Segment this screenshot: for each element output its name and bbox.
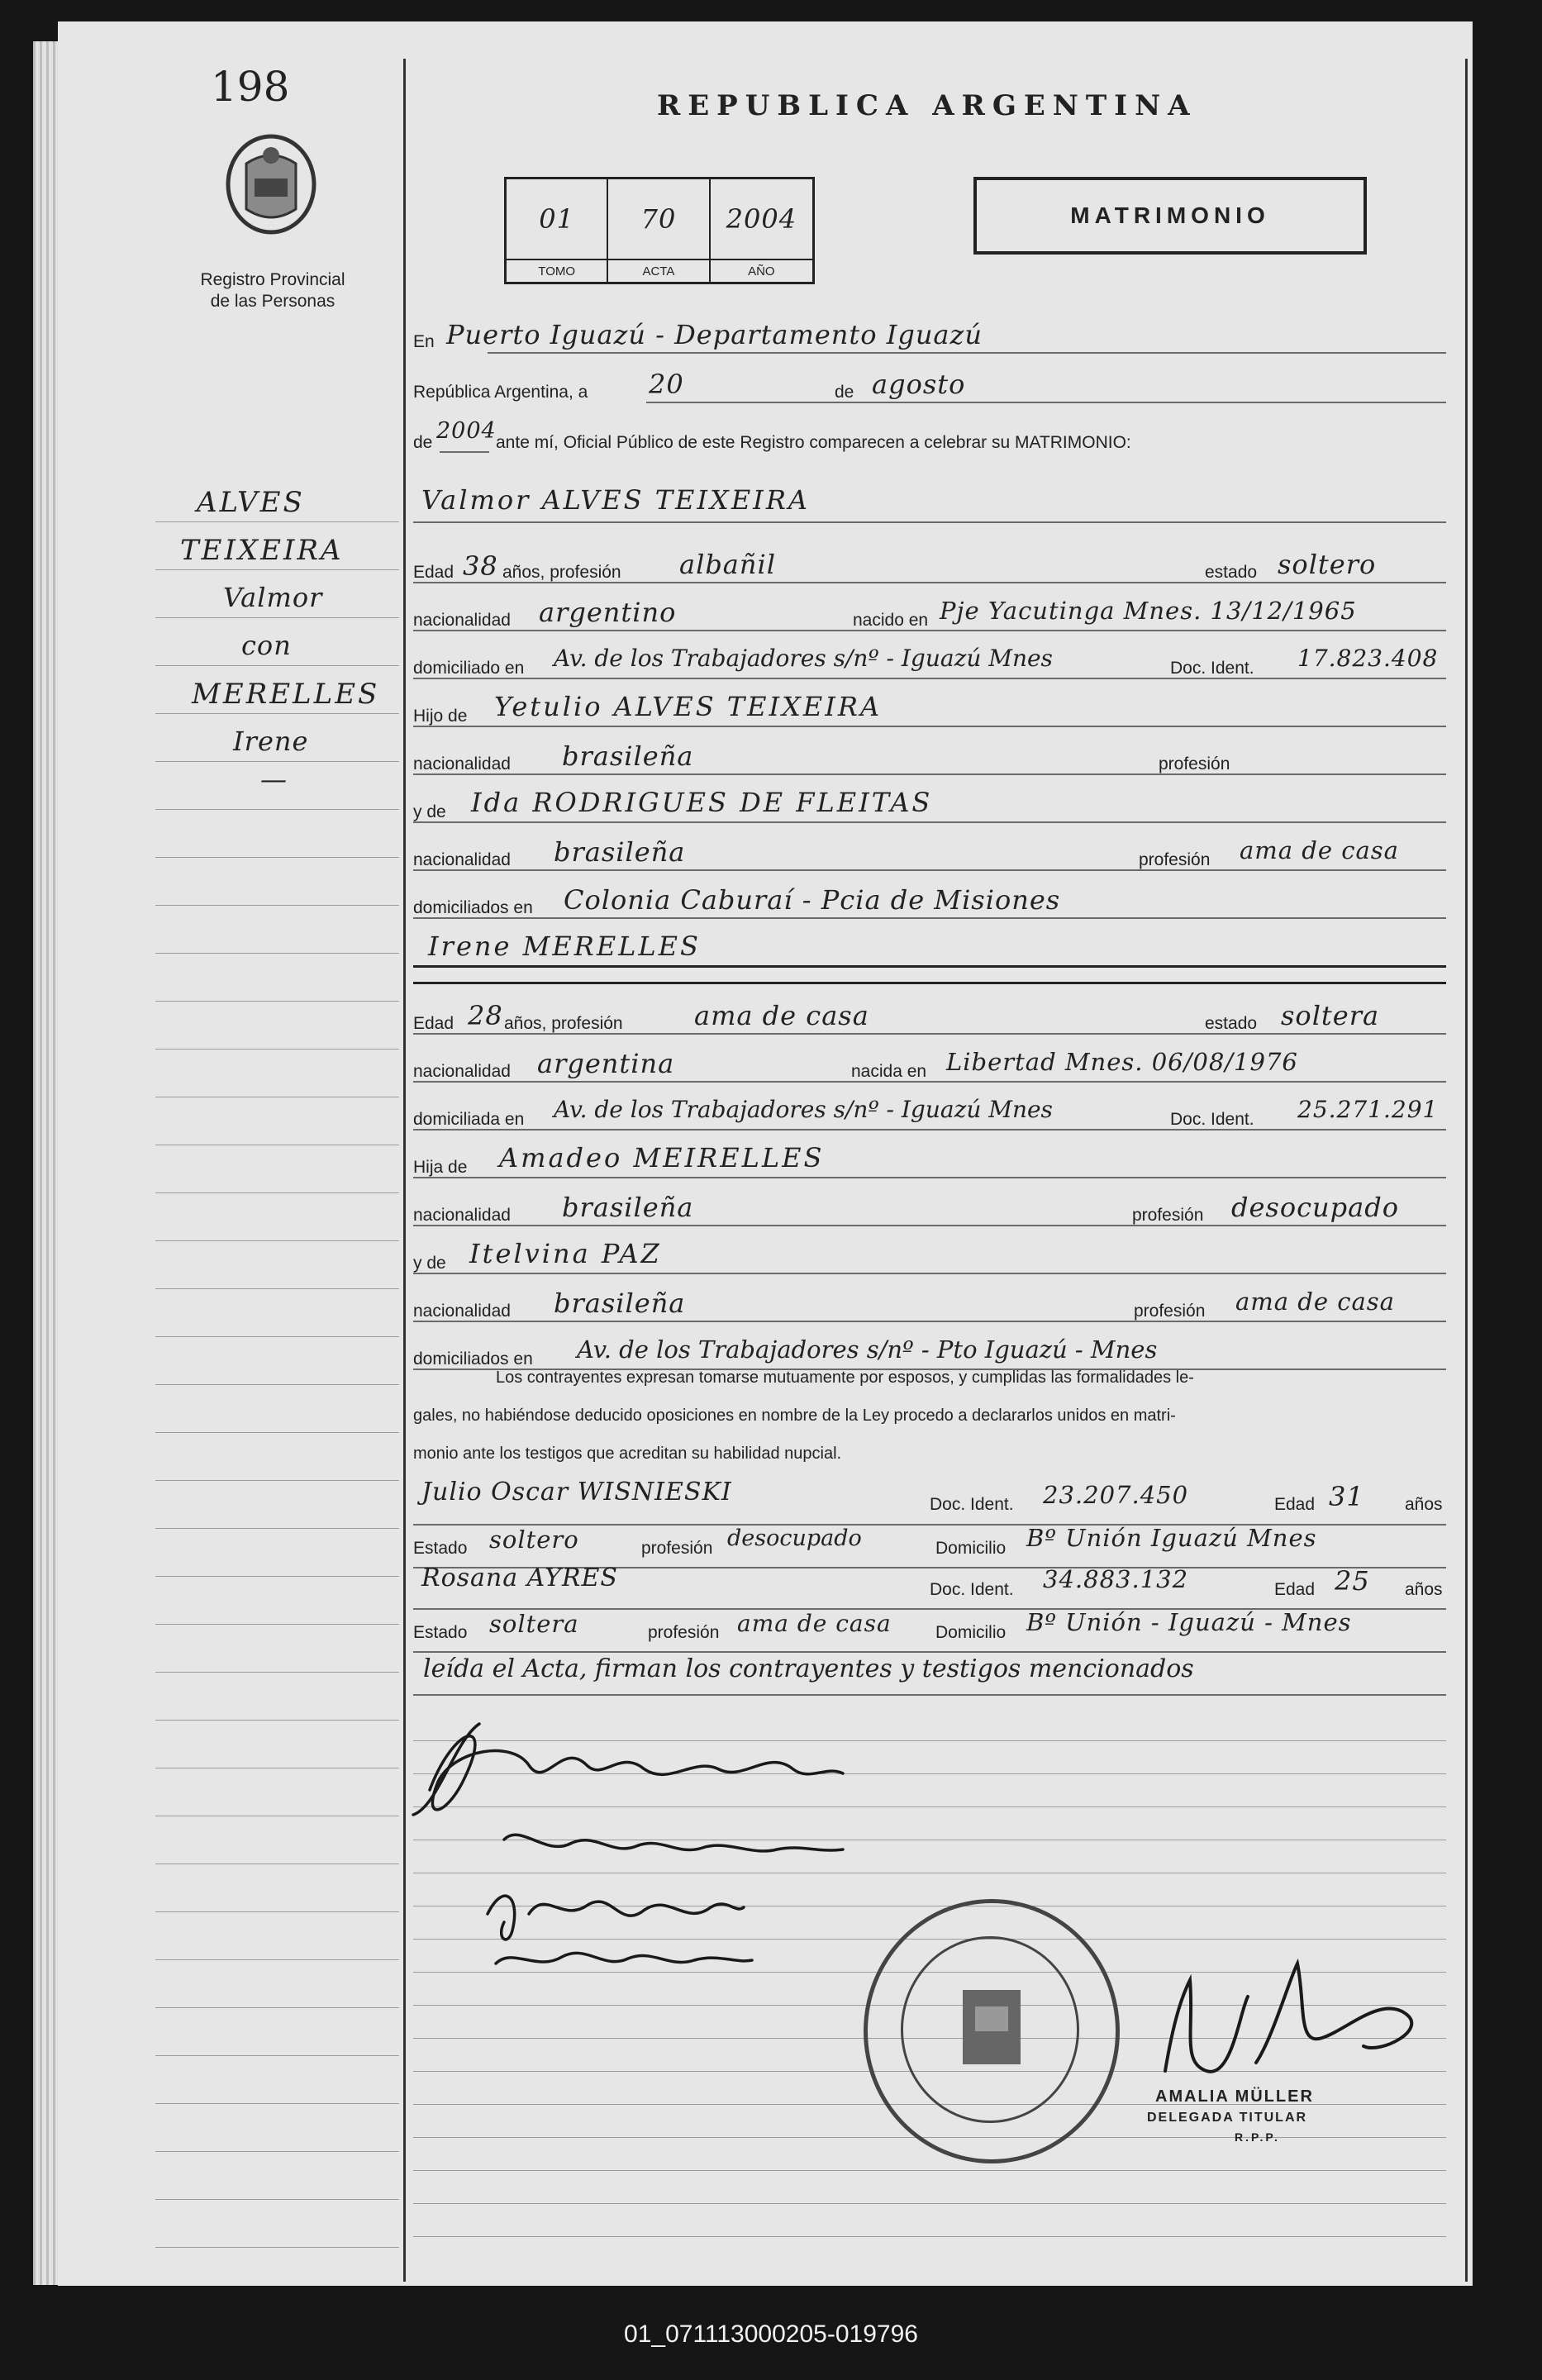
right-border <box>1465 59 1468 2282</box>
margin-rule <box>155 665 399 666</box>
body-rule <box>413 2203 1446 2204</box>
groom-mother-nationality: brasileña <box>554 836 686 868</box>
form-line <box>413 1651 1446 1653</box>
country-heading: REPUBLICA ARGENTINA <box>657 89 1197 122</box>
margin-rule <box>155 2007 399 2008</box>
margin-rule <box>155 1240 399 1241</box>
groom-parents-dom-label: domiciliados en <box>413 898 533 917</box>
bride-profession: ama de casa <box>694 1000 869 1031</box>
margin-note-line: ALVES <box>197 486 305 519</box>
groom-birth: Pje Yacutinga Mnes. 13/12/1965 <box>940 597 1357 625</box>
official-name: AMALIA MÜLLER <box>1155 2087 1314 2106</box>
groom-nationality: argentino <box>539 597 677 628</box>
margin-rule <box>155 1049 399 1050</box>
register-page <box>58 21 1473 2286</box>
bride-birth: Libertad Mnes. 06/08/1976 <box>946 1048 1298 1076</box>
groom-hijo-label: Hijo de <box>413 707 468 726</box>
bride-age: 28 <box>468 1000 503 1031</box>
margin-rule <box>155 2151 399 2152</box>
groom-nacionalidad-label: nacionalidad <box>413 611 511 630</box>
form-line <box>488 352 1446 354</box>
margin-rule <box>155 2103 399 2104</box>
witness2-address: Bº Unión - Iguazú - Mnes <box>1026 1608 1352 1636</box>
groom-estado-label: estado <box>1205 563 1258 582</box>
groom-father-prof-label: profesión <box>1159 754 1230 774</box>
margin-rule <box>155 809 399 810</box>
form-line <box>413 821 1446 823</box>
statement-text: ante mí, Oficial Público de este Registro comparecen a celebrar su MATRIMONIO: <box>496 433 1131 452</box>
witness2-age: 25 <box>1335 1565 1370 1597</box>
margin-note-line: TEIXEIRA <box>180 534 344 567</box>
republica-label: República Argentina, a <box>413 383 588 402</box>
bride-father: Amadeo MEIRELLES <box>499 1142 825 1173</box>
closing-note: leída el Acta, firman los contrayentes y testigos mencionados <box>423 1654 1194 1683</box>
groom-domiciliado-label: domiciliado en <box>413 659 525 678</box>
de-year-label: de <box>413 433 433 452</box>
form-line <box>413 774 1446 775</box>
margin-rule <box>155 1432 399 1433</box>
margin-rule <box>155 2055 399 2056</box>
margin-rule <box>155 2247 399 2248</box>
margin-rule <box>155 1528 399 1529</box>
witness1-name: Julio Oscar WISNIESKI <box>421 1478 732 1507</box>
margin-rule <box>155 953 399 954</box>
form-line <box>440 451 489 453</box>
official-title: DELEGADA TITULAR <box>1147 2111 1308 2125</box>
bride-hija-label: Hija de <box>413 1158 468 1177</box>
margin-rule <box>155 761 399 762</box>
seal-emblem-icon <box>959 1986 1025 2068</box>
formal-text-line: monio ante los testigos que acreditan su habilidad nupcial. <box>413 1445 842 1463</box>
section-divider <box>413 965 1446 968</box>
bride-father-nationality: brasileña <box>562 1192 694 1223</box>
witness2-profesion-label: profesión <box>648 1623 720 1642</box>
margin-rule <box>155 1624 399 1625</box>
margin-rule <box>155 857 399 858</box>
bride-domiciliada-label: domiciliada en <box>413 1110 525 1129</box>
form-line <box>413 630 1446 631</box>
bride-nacida-label: nacida en <box>851 1062 927 1081</box>
margin-rule <box>155 1576 399 1577</box>
groom-doc: 17.823.408 <box>1297 645 1439 672</box>
margin-note-line: Irene <box>233 726 309 757</box>
groom-nacido-label: nacido en <box>853 611 929 630</box>
groom-father-nat-label: nacionalidad <box>413 754 511 774</box>
groom-name: Valmor ALVES TEIXEIRA <box>421 484 811 516</box>
witness2-estado: soltera <box>489 1610 579 1638</box>
margin-note-line: con <box>241 630 292 661</box>
body-rule <box>413 2236 1446 2237</box>
form-line <box>413 869 1446 871</box>
en-label: En <box>413 332 435 351</box>
bride-edad-label: Edad <box>413 1014 455 1033</box>
witness2-domicilio-label: Domicilio <box>935 1623 1007 1642</box>
marriage-month: agosto <box>872 369 966 400</box>
bride-y-de-label: y de <box>413 1254 446 1273</box>
witness1-estado: soltero <box>489 1526 579 1554</box>
witness2-estado-label: Estado <box>413 1623 468 1642</box>
groom-profession: albañil <box>679 549 776 580</box>
form-line <box>413 1321 1446 1322</box>
form-line <box>413 521 1446 523</box>
tomo-label: TOMO <box>507 259 608 282</box>
form-line <box>413 1273 1446 1274</box>
witness1-estado-label: Estado <box>413 1539 468 1558</box>
groom-mother-profession: ama de casa <box>1240 836 1399 864</box>
witness1-profession: desocupado <box>727 1526 862 1551</box>
registry-label-line2: de las Personas <box>210 292 336 312</box>
formal-text-line: gales, no habiéndose deducido oposiciones en nombre de la Ley procedo a declararlos unidos en matri- <box>413 1407 1176 1425</box>
witness1-doc-label: Doc. Ident. <box>930 1495 1014 1514</box>
official-office: R.P.P. <box>1235 2130 1280 2144</box>
groom-doc-label: Doc. Ident. <box>1170 659 1254 678</box>
margin-note-line: MERELLES <box>192 678 380 711</box>
witness1-anos-label: años <box>1405 1495 1443 1514</box>
witness2-anos-label: años <box>1405 1580 1443 1599</box>
witness1-domicilio-label: Domicilio <box>935 1539 1007 1558</box>
acta-value: 70 <box>608 179 710 259</box>
bride-nationality: argentina <box>537 1048 675 1079</box>
form-line <box>413 1081 1446 1083</box>
bride-mother: Itelvina PAZ <box>469 1238 662 1269</box>
groom-profesion-label: años, profesión <box>502 563 621 582</box>
bride-mother-prof-label: profesión <box>1134 1302 1206 1321</box>
groom-edad-label: Edad <box>413 563 455 582</box>
scan-file-id: 01_071113000205-019796 <box>624 2320 918 2348</box>
groom-father-nationality: brasileña <box>562 740 694 772</box>
de-label: de <box>835 383 854 402</box>
form-line <box>413 678 1446 679</box>
form-line <box>413 1129 1446 1130</box>
witness2-name: Rosana AYRES <box>421 1564 618 1592</box>
margin-rule <box>155 569 399 570</box>
witness2-edad-label: Edad <box>1274 1580 1316 1599</box>
bride-estado-label: estado <box>1205 1014 1258 1033</box>
tomo-acta-ano-box <box>504 177 815 284</box>
margin-rule <box>155 1192 399 1193</box>
marriage-year: 2004 <box>436 418 497 444</box>
witness1-doc: 23.207.450 <box>1043 1481 1189 1509</box>
bride-nacionalidad-label: nacionalidad <box>413 1062 511 1081</box>
margin-rule <box>155 521 399 522</box>
bride-name: Irene MERELLES <box>428 931 701 962</box>
bride-father-profession: desocupado <box>1231 1192 1399 1223</box>
witness2-doc: 34.883.132 <box>1043 1565 1189 1593</box>
groom-mother: Ida RODRIGUES DE FLEITAS <box>471 787 933 818</box>
witness1-profesion-label: profesión <box>641 1539 713 1558</box>
page-number: 198 <box>211 63 290 111</box>
bride-profesion-label: años, profesión <box>504 1014 623 1033</box>
groom-father: Yetulio ALVES TEIXEIRA <box>494 691 883 722</box>
margin-rule <box>155 713 399 714</box>
registry-label-line1: Registro Provincial <box>200 270 345 289</box>
margin-rule <box>155 1384 399 1385</box>
margin-rule <box>155 1959 399 1960</box>
marriage-place: Puerto Iguazú - Departamento Iguazú <box>446 319 983 350</box>
bride-parents-address: Av. de los Trabajadores s/nº - Pto Iguazú - Mnes <box>577 1335 1158 1364</box>
groom-mother-prof-label: profesión <box>1139 850 1211 869</box>
tomo-value: 01 <box>507 179 608 259</box>
form-line <box>413 726 1446 727</box>
margin-note-line: — <box>260 764 288 795</box>
groom-estado: soltero <box>1278 549 1377 580</box>
margin-rule <box>155 617 399 618</box>
form-line <box>413 1177 1446 1178</box>
ano-label: AÑO <box>711 259 812 282</box>
margin-note-line: Valmor <box>223 582 323 613</box>
groom-parents-address: Colonia Caburaí - Pcia de Misiones <box>564 884 1061 916</box>
record-type-box: MATRIMONIO <box>973 177 1367 255</box>
bride-mother-profession: ama de casa <box>1235 1288 1395 1316</box>
groom-mother-nat-label: nacionalidad <box>413 850 511 869</box>
groom-y-de-label: y de <box>413 802 446 821</box>
witness1-edad-label: Edad <box>1274 1495 1316 1514</box>
witness2-doc-label: Doc. Ident. <box>930 1580 1014 1599</box>
form-line <box>646 402 1446 403</box>
margin-rule <box>155 1336 399 1337</box>
ano-value: 2004 <box>726 203 797 235</box>
margin-rule <box>155 2199 399 2200</box>
margin-rule <box>155 1288 399 1289</box>
margin-rule <box>155 1911 399 1912</box>
margin-rule <box>155 905 399 906</box>
form-line <box>413 1225 1446 1226</box>
bride-mother-nationality: brasileña <box>554 1288 686 1319</box>
section-divider <box>413 982 1446 984</box>
bride-estado: soltera <box>1281 1000 1380 1031</box>
groom-address: Av. de los Trabajadores s/nº - Iguazú Mnes <box>554 645 1053 672</box>
registry-label <box>182 269 364 313</box>
bride-doc-label: Doc. Ident. <box>1170 1110 1254 1129</box>
bride-mother-nat-label: nacionalidad <box>413 1302 511 1321</box>
official-seal-stamp <box>864 1899 1120 2163</box>
bride-father-nat-label: nacionalidad <box>413 1206 511 1225</box>
marriage-day: 20 <box>649 369 684 400</box>
provincial-coat-of-arms-icon <box>221 131 321 238</box>
witness2-profession: ama de casa <box>737 1610 892 1637</box>
body-rule <box>413 2170 1446 2171</box>
witness1-address: Bº Unión Iguazú Mnes <box>1026 1524 1317 1552</box>
margin-rule <box>155 1672 399 1673</box>
bride-address: Av. de los Trabajadores s/nº - Iguazú Mnes <box>554 1096 1053 1123</box>
formal-text-line: Los contrayentes expresan tomarse mutuamente por esposos, y cumplidas las formalidades le- <box>496 1368 1194 1387</box>
bride-doc: 25.271.291 <box>1297 1096 1439 1123</box>
acta-label: ACTA <box>608 259 710 282</box>
bride-father-prof-label: profesión <box>1132 1206 1204 1225</box>
bride-parents-dom-label: domiciliados en <box>413 1349 533 1368</box>
witness1-age: 31 <box>1329 1481 1364 1512</box>
margin-rule <box>155 1001 399 1002</box>
form-line <box>413 917 1446 919</box>
groom-age: 38 <box>463 550 498 582</box>
margin-rule <box>155 1720 399 1721</box>
margin-rule <box>155 1480 399 1481</box>
